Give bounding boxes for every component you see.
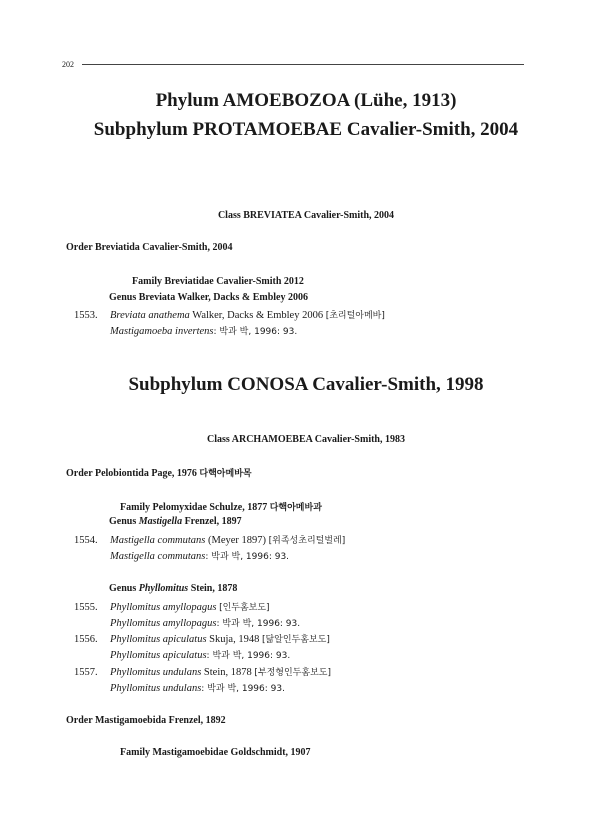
genus-author: Frenzel, 1897 [182,516,242,527]
synonym-entry-1553 [110,324,297,337]
synonym-entry-1556 [110,648,290,661]
species-number: 1554. [74,535,98,546]
synonym-reference: : 박과 박, 1996: 93. [216,619,301,629]
family-breviatidae-heading: Family Breviatidae Cavalier-Smith 2012 [132,276,304,287]
phylum-title: Phylum AMOEBOZOA (Lühe, 1913) [155,90,457,111]
species-author: Stein, 1878 [201,667,255,678]
synonym-name: Phyllomitus undulans [110,683,202,694]
species-entry-1557 [74,665,331,678]
subphylum-protamoebae-title: Subphylum PROTAMOEBAE Cavalier-Smith, 2004 [93,119,519,140]
synonym-name: Mastigella commutans [110,551,206,562]
species-entry-1554 [74,533,345,546]
species-name: Phyllomitus amyllopagus [110,602,217,613]
order-pelobiontida-heading [66,466,252,479]
species-number: 1555. [74,602,98,613]
synonym-name: Phyllomitus amyllopagus [110,618,217,629]
family-korean-name: 다핵아메바과 [269,503,322,513]
family-pelomyxidae-heading [120,500,322,513]
species-number: 1556. [74,634,98,645]
synonym-reference: : 박과 박, 1996: 93. [201,684,285,694]
genus-phyllomitus-heading [109,583,237,594]
order-breviatida-heading: Order Breviatida Cavalier-Smith, 2004 [66,242,233,253]
synonym-entry-1557 [110,681,285,694]
species-number: 1557. [74,667,98,678]
class-archamoebea-heading: Class ARCHAMOEBEA Cavalier-Smith, 1983 [207,434,405,445]
synonym-reference: : 박과 박, 1996: 93. [205,552,290,562]
species-name: Mastigella commutans [110,535,206,546]
genus-name: Mastigella [138,516,183,527]
synonym-entry-1555 [110,616,300,629]
species-name: Breviata anathema [110,310,190,321]
synonym-reference: : 박과 박, 1996: 93. [206,651,291,661]
species-number: 1553. [74,310,98,321]
synonym-entry-1554 [110,549,289,562]
order-korean-name: 다핵아메바목 [199,469,252,479]
subphylum-conosa-title: Subphylum CONOSA Cavalier-Smith, 1998 [128,374,484,395]
genus-breviata-heading: Genus Breviata Walker, Dacks & Embley 2006 [109,292,308,303]
korean-name: [닮알인두홈보도] [261,635,330,645]
genus-author: Stein, 1878 [188,583,238,594]
species-name: Phyllomitus undulans [110,667,202,678]
header-rule [82,64,524,65]
order-mastigamoebida-heading: Order Mastigamoebida Frenzel, 1892 [66,715,226,726]
species-author: Walker, Dacks & Embley 2006 [189,310,326,321]
species-entry-1556 [74,632,330,645]
genus-mastigella-heading [109,516,242,527]
korean-name: [위족성초리털벌레] [268,536,346,546]
page-number: 202 [62,60,74,69]
order-name: Order Pelobiontida Page, 1976 [66,468,200,479]
family-name: Family Pelomyxidae Schulze, 1877 [120,502,270,513]
species-author: (Meyer 1897) [205,535,269,546]
synonym-name: Mastigamoeba invertens [110,326,214,337]
class-breviatea-heading: Class BREVIATEA Cavalier-Smith, 2004 [217,210,395,221]
species-name: Phyllomitus apiculatus [110,634,207,645]
synonym-name: Phyllomitus apiculatus [110,650,207,661]
genus-name: Phyllomitus [138,583,189,594]
korean-name: [인두홈보도] [219,603,270,613]
species-entry-1553 [74,308,385,321]
genus-prefix: Genus [109,583,139,594]
species-entry-1555 [74,600,270,613]
family-mastigamoebidae-heading: Family Mastigamoebidae Goldschmidt, 1907 [120,747,311,758]
korean-name: [부정형인두홈보도] [254,668,331,678]
species-author: Skuja, 1948 [206,634,262,645]
korean-name: [초리털아메바] [325,311,385,321]
synonym-reference: : 박과 박, 1996: 93. [213,327,298,337]
genus-prefix: Genus [109,516,139,527]
